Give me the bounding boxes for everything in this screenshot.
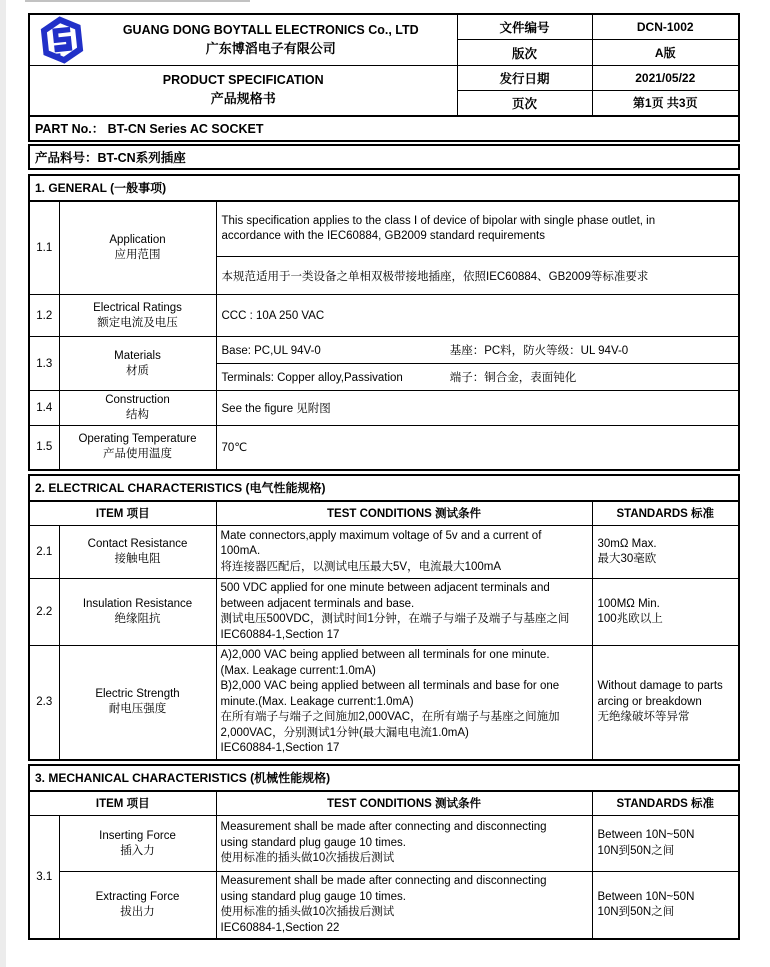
standards-cell: 30mΩ Max. 最大30毫欧 bbox=[592, 526, 739, 579]
item-name-en: Construction bbox=[105, 394, 170, 406]
document-header-table bbox=[28, 13, 740, 117]
revision-label: 版次 bbox=[457, 40, 592, 66]
item-name-en: Electrical Ratings bbox=[93, 301, 182, 314]
item-name-cn: 材质 bbox=[126, 364, 149, 377]
page-number-label: 页次 bbox=[457, 91, 592, 116]
item-name-en: Materials bbox=[114, 349, 161, 362]
specification-document bbox=[28, 13, 740, 940]
item-name-en: Insulation Resistance bbox=[82, 598, 193, 610]
revision-value: A版 bbox=[592, 40, 739, 66]
test-conditions-cell: Mate connectors,apply maximum voltage of 5v and a current of 100mA. 将连接器匹配后，以测试电压最大5V，电流最大100mA bbox=[216, 526, 592, 579]
item-name-cell bbox=[59, 337, 216, 391]
materials-terminals-cn: 端子：铜合金，表面钝化 bbox=[449, 372, 577, 384]
test-conditions-cell: Measurement shall be made after connecting and disconnecting using standard plug gauge 10 times. 使用标准的插头做10次插拔后测试 IEC60884-1,Section 22 bbox=[216, 872, 592, 940]
company-cell bbox=[29, 14, 457, 66]
item-name-cn: 接触电阻 bbox=[114, 553, 161, 565]
item-name-cn: 结构 bbox=[126, 409, 149, 421]
application-desc-cn-cell: 本规范适用于一类设备之单相双极带接地插座，依照IEC60884、GB2009等标准要求 bbox=[216, 257, 739, 295]
item-name-cn: 耐电压强度 bbox=[108, 703, 167, 716]
row-number: 1.5 bbox=[29, 426, 59, 470]
item-name-cell bbox=[59, 872, 216, 940]
materials-base-en: Base: PC,UL 94V-0 bbox=[221, 345, 321, 357]
row-number: 2.3 bbox=[29, 646, 59, 760]
issue-date-label: 发行日期 bbox=[457, 66, 592, 91]
item-name-cell bbox=[59, 579, 216, 646]
item-name-en: Operating Temperature bbox=[78, 433, 197, 446]
item-name-cn: 额定电流及电压 bbox=[97, 316, 178, 329]
page-number-value: 第1页 共3页 bbox=[592, 91, 739, 116]
item-name-cn: 绝缘阻抗 bbox=[114, 613, 161, 625]
col-header-standards: STANDARDS 标准 bbox=[592, 501, 739, 526]
item-name-cell bbox=[59, 646, 216, 760]
company-logo-icon bbox=[37, 14, 88, 66]
part-no-row: PART No.： BT-CN Series AC SOCKET bbox=[28, 115, 740, 142]
doc-number-label: 文件编号 bbox=[457, 14, 592, 40]
row-number: 2.1 bbox=[29, 526, 59, 579]
issue-date-value: 2021/05/22 bbox=[592, 66, 739, 91]
test-conditions-cell: 500 VDC applied for one minute between adjacent terminals and between adjacent terminals and base. 测试电压500VDC，测试时间1分钟，在端子与端子及端子与基座之间 IEC60884-1,Section 17 bbox=[216, 579, 592, 646]
part-no-cn-row: 产品料号：BT-CN系列插座 bbox=[28, 144, 740, 170]
test-conditions-cell: Measurement shall be made after connecting and disconnecting using standard plug gauge 10 times. 使用标准的插头做10次插拔后测试 bbox=[216, 816, 592, 872]
row-number: 1.1 bbox=[29, 201, 59, 295]
col-header-test-conditions: TEST CONDITIONS 测试条件 bbox=[216, 501, 592, 526]
materials-base-cell bbox=[216, 337, 739, 364]
page-left-edge bbox=[0, 0, 6, 967]
item-name-en: Contact Resistance bbox=[87, 538, 188, 550]
operating-temperature-cell: 70℃ bbox=[216, 426, 739, 470]
section-title-general: 1. GENERAL (一般事项) bbox=[28, 174, 740, 202]
electrical-table bbox=[28, 500, 740, 761]
row-number: 1.3 bbox=[29, 337, 59, 391]
company-name-cn: 广东博滔电子有限公司 bbox=[205, 41, 336, 56]
standards-cell: Between 10N~50N 10N到50N之间 bbox=[592, 872, 739, 940]
item-name-cell bbox=[59, 295, 216, 337]
item-name-cell bbox=[59, 526, 216, 579]
col-header-test-conditions: TEST CONDITIONS 测试条件 bbox=[216, 791, 592, 816]
item-name-cell bbox=[59, 201, 216, 295]
item-name-cell bbox=[59, 391, 216, 426]
materials-terminals-en: Terminals: Copper alloy,Passivation bbox=[221, 372, 403, 384]
materials-base-cn: 基座：PC料，防火等级：UL 94V-0 bbox=[449, 345, 629, 357]
electrical-ratings-cell: CCC : 10A 250 VAC bbox=[216, 295, 739, 337]
doc-title-cn: 产品规格书 bbox=[210, 91, 276, 107]
mechanical-table bbox=[28, 790, 740, 941]
doc-title-cell bbox=[29, 66, 457, 116]
row-number: 1.2 bbox=[29, 295, 59, 337]
col-header-standards: STANDARDS 标准 bbox=[592, 791, 739, 816]
item-name-en: Inserting Force bbox=[99, 829, 176, 842]
section-title-electrical: 2. ELECTRICAL CHARACTERISTICS (电气性能规格) bbox=[28, 474, 740, 502]
construction-cell: See the figure 见附图 bbox=[216, 391, 739, 426]
test-conditions-cell: A)2,000 VAC being applied between all terminals for one minute. (Max. Leakage current:1.0mA) B)2,000 VAC being applied between all terminals and base for one minute.(Max. Leakage current:1.0mA) 在所有端子与端子之间施加2,000VAC，在所有端子与基座之间施加 2,000VAC，分别测试1分钟(最大漏电电流1.0mA) IEC60884-1,Section 17 bbox=[216, 646, 592, 760]
doc-number-value: DCN-1002 bbox=[592, 14, 739, 40]
row-number: 3.1 bbox=[29, 816, 59, 940]
row-number: 2.2 bbox=[29, 579, 59, 646]
col-header-item: ITEM 项目 bbox=[29, 501, 216, 526]
item-name-cn: 插入力 bbox=[120, 844, 155, 857]
col-header-item: ITEM 项目 bbox=[29, 791, 216, 816]
materials-terminals-cell bbox=[216, 364, 739, 391]
item-name-cn: 产品使用温度 bbox=[103, 448, 172, 461]
item-name-cn: 拔出力 bbox=[120, 906, 155, 918]
item-name-cell bbox=[59, 816, 216, 872]
item-name-en: Extracting Force bbox=[95, 891, 180, 903]
item-name-en: Application bbox=[109, 233, 166, 246]
item-name-en: Electric Strength bbox=[95, 688, 180, 701]
standards-cell: Between 10N~50N 10N到50N之间 bbox=[592, 816, 739, 872]
general-table bbox=[28, 200, 740, 471]
item-name-cell bbox=[59, 426, 216, 470]
item-name-cn: 应用范围 bbox=[114, 248, 161, 261]
row-number: 1.4 bbox=[29, 391, 59, 426]
section-title-mechanical: 3. MECHANICAL CHARACTERISTICS (机械性能规格) bbox=[28, 764, 740, 792]
scan-artifact bbox=[25, 0, 250, 2]
standards-cell: Without damage to parts arcing or breakdown 无绝缘破坏等异常 bbox=[592, 646, 739, 760]
company-name-en: GUANG DONG BOYTALL ELECTRONICS Co., LTD bbox=[122, 23, 419, 37]
application-desc-en-cell: This specification applies to the class Ⅰ of device of bipolar with single phase outlet, in accordance with the IEC60884, GB2009 standard requirements bbox=[216, 201, 739, 257]
standards-cell: 100MΩ Min. 100兆欧以上 bbox=[592, 579, 739, 646]
doc-title-en: PRODUCT SPECIFICATION bbox=[162, 73, 324, 88]
